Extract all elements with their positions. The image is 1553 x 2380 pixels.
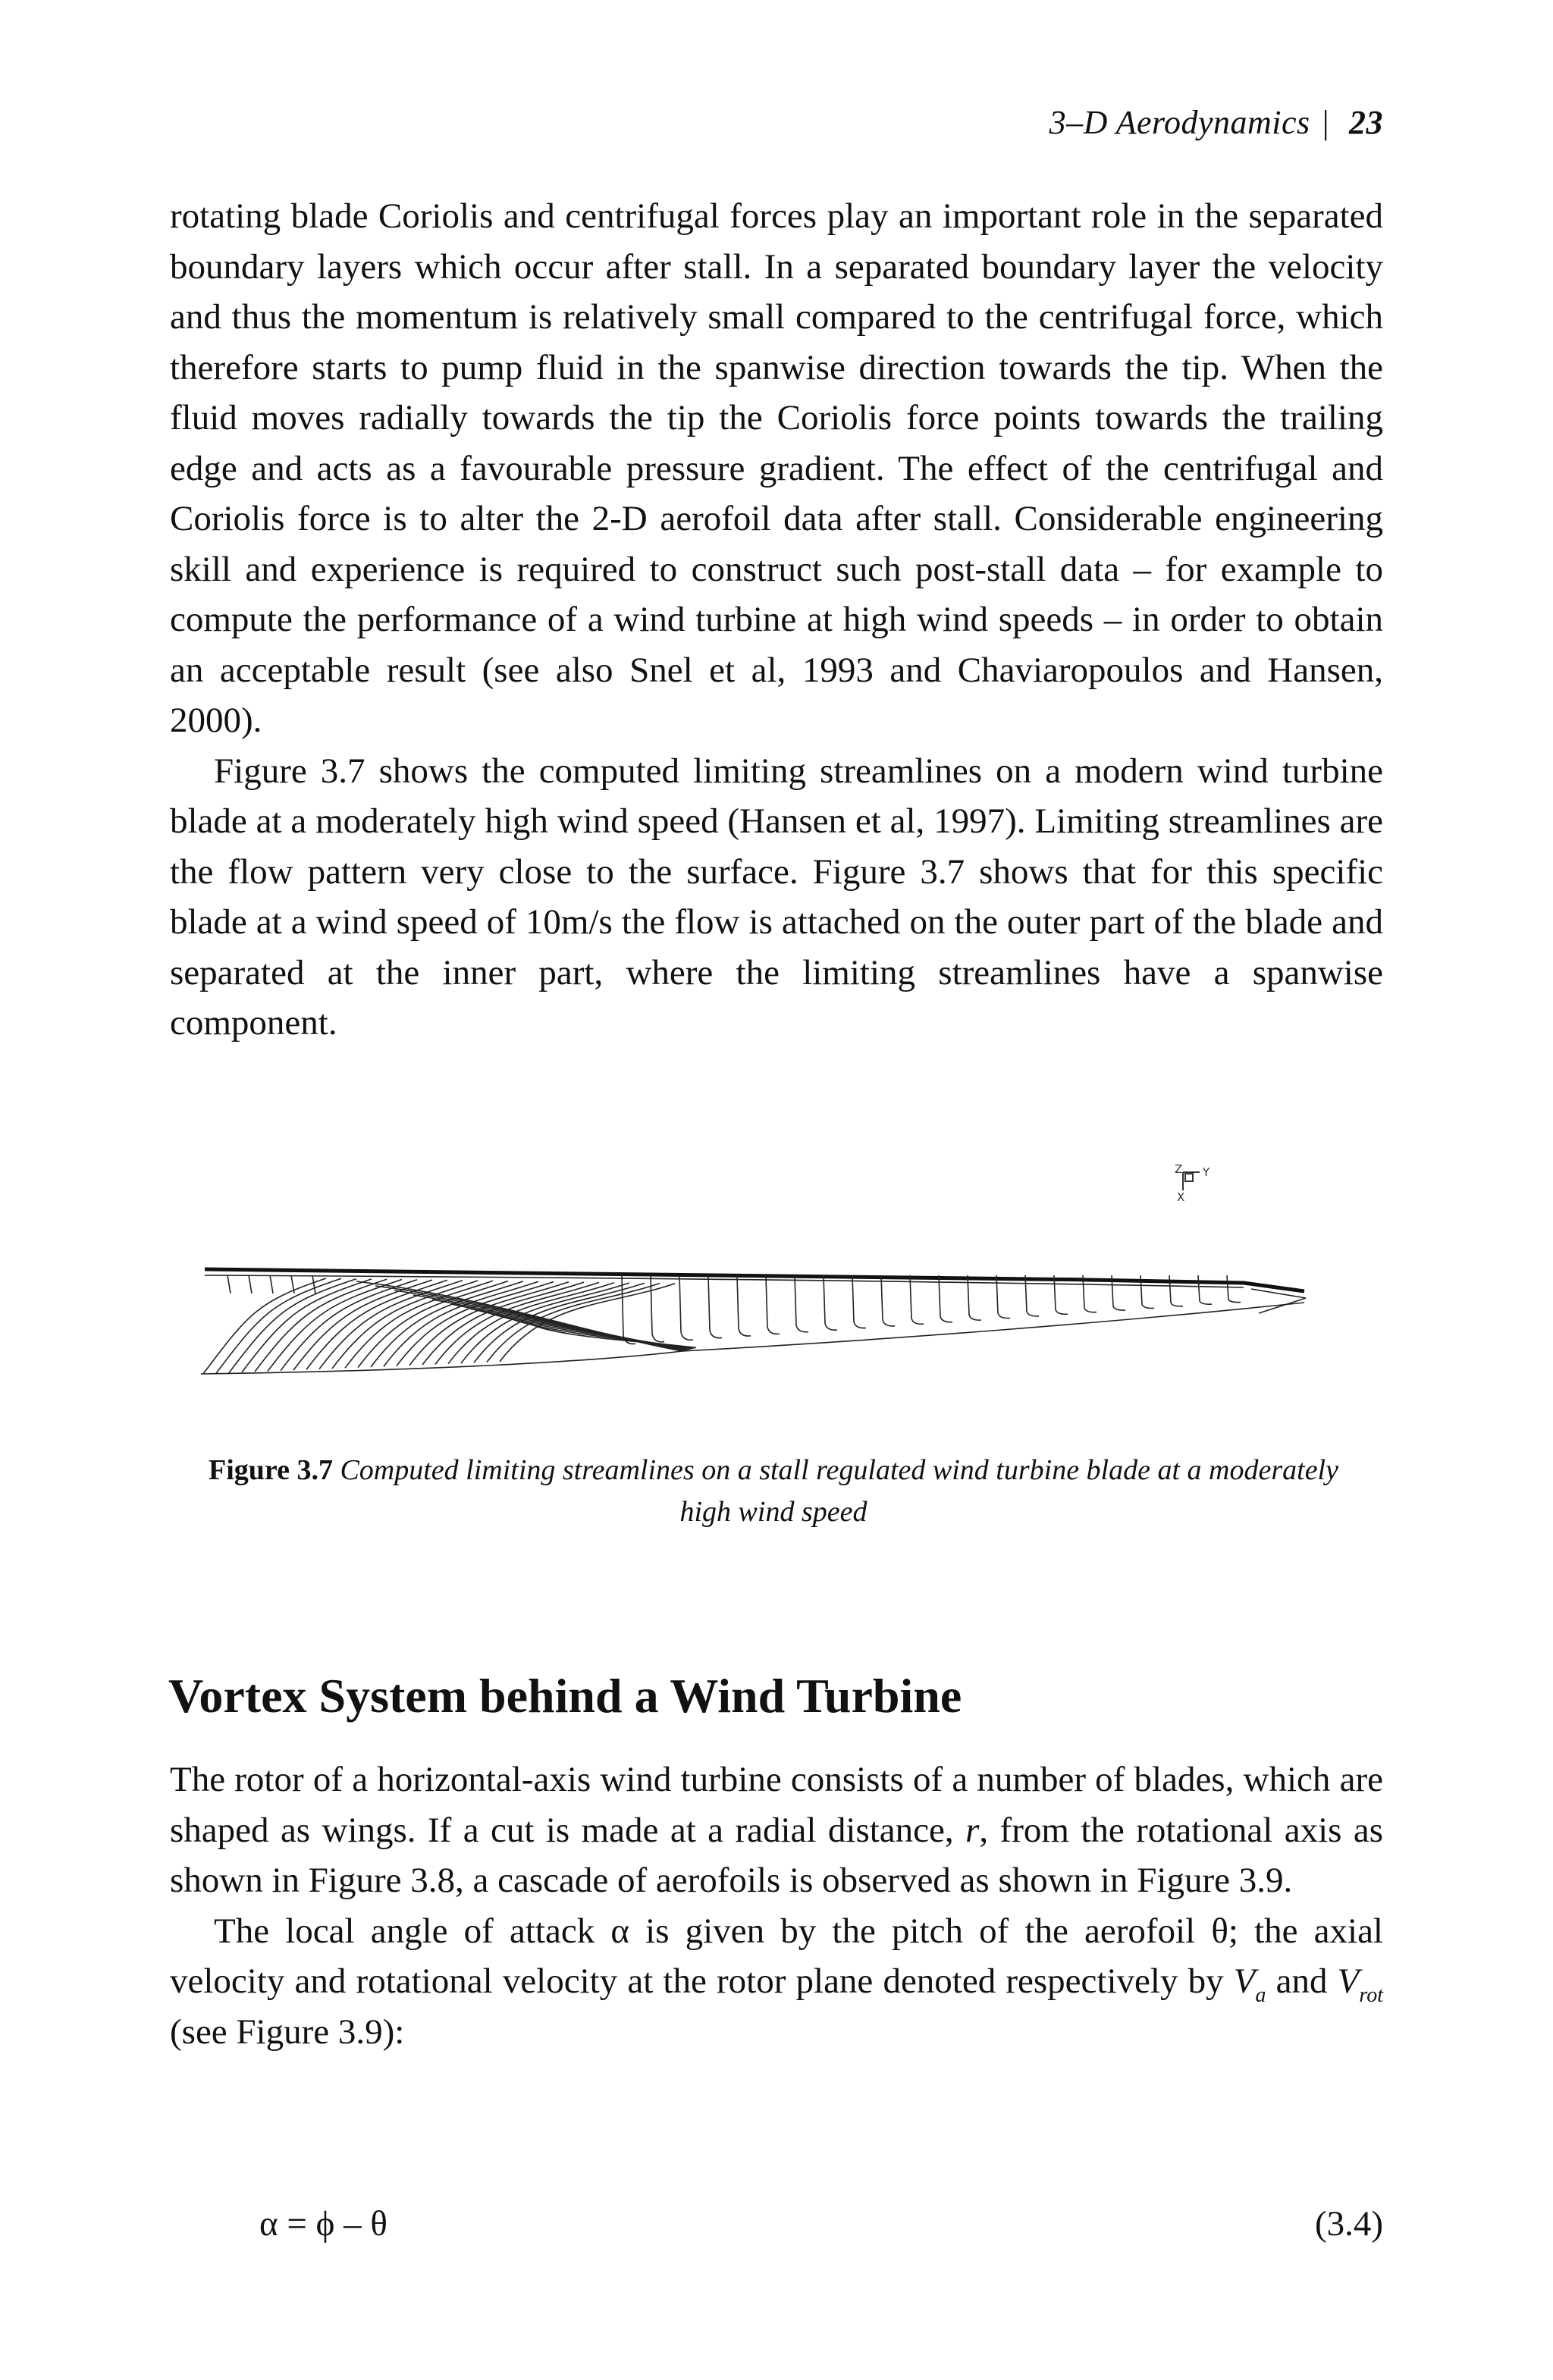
equation-expression: α = ϕ – θ	[259, 2204, 387, 2244]
axis-label-x: X	[1177, 1190, 1185, 1204]
figure-3-7-blade-streamlines	[197, 1152, 1350, 1388]
attached-streamline	[679, 1275, 693, 1340]
root-streamline-tick	[249, 1275, 252, 1293]
attached-streamline	[708, 1275, 722, 1338]
blade-drawing	[201, 1269, 1306, 1374]
equation-number: (3.4)	[1314, 2204, 1383, 2244]
blade-tip	[1251, 1289, 1306, 1313]
blade-trailing-edge	[201, 1303, 1304, 1374]
separated-streamline	[229, 1279, 356, 1373]
attached-streamline	[737, 1275, 751, 1336]
header-separator: |	[1322, 104, 1329, 141]
body-text-section-1	[170, 191, 1383, 1049]
section-heading: Vortex System behind a Wind Turbine	[168, 1669, 962, 1723]
attached-streamline	[1025, 1275, 1039, 1316]
axis-label-z: Z	[1175, 1162, 1183, 1176]
figure-caption	[197, 1450, 1350, 1533]
separated-streamline	[216, 1278, 341, 1373]
attached-streamline	[824, 1275, 837, 1330]
chapter-title: 3–D Aerodynamics	[1049, 104, 1310, 141]
paragraph: rotating blade Coriolis and centrifugal forces play an important role in the separated boundary layers which occur after stall. In a separated boundary layer the velocity and thus the momentum is relatively small compared to the centrifugal force, which therefore starts to pump fluid in the spanwise direction towards the tip. When the fluid moves radially towards the tip the Coriolis force points towards the trailing edge and acts as a favourable pressure gradient. The effect of the centrifugal and Coriolis force is to alter the 2-D aerofoil data after stall. Considerable engineering skill and experience is required to construct such post-stall data – for example to compute the performance of a wind turbine at high wind speeds – in order to obtain an acceptable result (see also Snel et al, 1993 and Chaviaropoulos and Hansen, 2000).	[170, 196, 1383, 740]
body-text-section-2	[170, 1754, 1383, 2057]
paragraph: The rotor of a horizontal-axis wind turbine consists of a number of blades, which are shaped as wings. If a cut is made at a radial distance, r, from the rotational axis as shown in Figure 3.8, a cascade of aerofoils is observed as shown in Figure 3.9.	[170, 1760, 1383, 1900]
root-streamline-tick	[270, 1275, 273, 1293]
attached-streamline	[996, 1275, 1010, 1319]
attached-streamline	[1198, 1275, 1212, 1304]
paragraph: Figure 3.7 shows the computed limiting streamlines on a modern wind turbine blade at a moderately high wind speed (Hansen et al, 1997). Limiting streamlines are the flow pattern very close to the surface. Figure 3.7 shows that for this specific blade at a wind speed of 10m/s the flow is attached on the outer part of the blade and separated at the inner part, where the limiting streamlines have a spanwise component.	[170, 751, 1383, 1043]
caption-text: Computed limiting streamlines on a stall regulated wind turbine blade at a moderately high wind speed	[340, 1454, 1338, 1528]
paragraph: The local angle of attack α is given by the pitch of the aerofoil θ; the axial velocity and rotational velocity at the rotor plane denoted respectively by $V_a$ and $V_{rot}$ (see Figure 3.9):	[170, 1911, 1383, 2052]
root-streamline-tick	[227, 1275, 231, 1293]
attached-streamline	[795, 1275, 808, 1332]
attached-streamline	[1227, 1275, 1241, 1303]
axis-label-y: Y	[1203, 1165, 1210, 1179]
coordinate-axes-icon	[1175, 1162, 1210, 1204]
running-header	[1049, 103, 1383, 142]
page-number: 23	[1349, 104, 1383, 141]
root-streamline-tick	[312, 1275, 315, 1293]
attached-streamline	[622, 1275, 635, 1344]
attached-streamline	[852, 1275, 866, 1328]
attached-streamline	[910, 1275, 924, 1324]
caption-label: Figure 3.7	[209, 1454, 333, 1486]
attached-streamline	[881, 1275, 895, 1326]
attached-streamline	[766, 1275, 780, 1334]
